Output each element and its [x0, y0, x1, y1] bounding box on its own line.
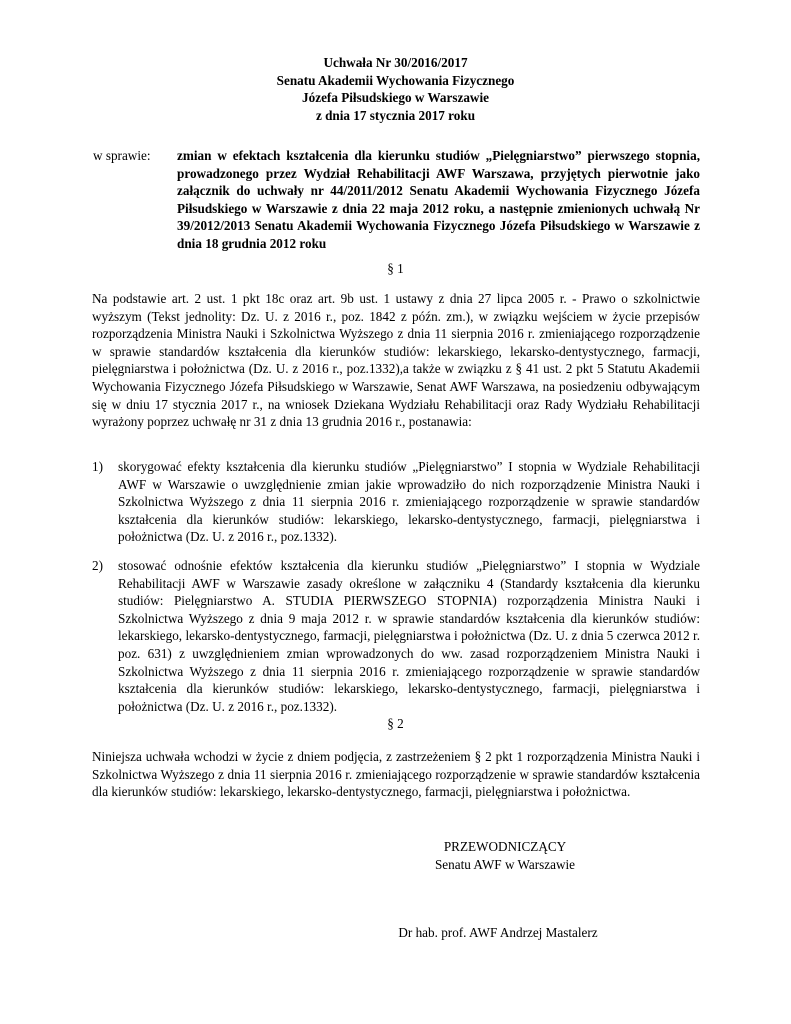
subject-text: zmian w efektach kształcenia dla kierunku studiów „Pielęgniarstwo” pierwszego stopnia, prowadzonego przez Wydział Rehabilitacji AWF Warszawa, przyjętych pierwotnie jako załącznik do uchwały nr 44/2011/2012 Senatu Akademii Wychowania Fizycznego Józefa Piłsudskiego w Warszawie z dnia 22 maja 2012 roku, a następnie zmienionych uchwałą Nr 39/2012/2013 Senatu Akademii Wychowania Fizycznego Józefa Piłsudskiego w Warszawie z dnia 18 grudnia 2012 roku	[177, 148, 700, 251]
section-1-intro: Na podstawie art. 2 ust. 1 pkt 18c oraz art. 9b ust. 1 ustawy z dnia 27 lipca 2005 r. - Prawo o szkolnictwie wyższym (Tekst jednolity: Dz. U. z 2016 r., poz. 1842 z późn. zm.), w związku wejściem w życie przepisów rozporządzenia Ministra Nauki i Szkolnictwa Wyższego z dnia 11 sierpnia 2016 r. zmieniającego rozporządzenie w sprawie standardów kształcenia dla kierunków studiów: lekarskiego, lekarsko-dentystycznego, farmacji, pielęgniarstwa i położnictwa (Dz. U. z 2016 r., poz.1332),a także w związku z § 41 ust. 2 pkt 5 Statutu Akademii Wychowania Fizycznego Józefa Piłsudskiego w Warszawie, Senat AWF Warszawa, na posiedzeniu odbywającym się w dniu 17 stycznia 2017 r., na wniosek Dziekana Wydziału Rehabilitacji oraz Rady Wydziału Rehabilitacji wyrażony poprzez uchwałę nr 31 z dnia 13 grudnia 2016 r., postanawia:	[92, 291, 700, 430]
section-2-mark: § 2	[387, 716, 404, 731]
title-line-date: z dnia 17 stycznia 2017 roku	[315, 107, 476, 123]
signature-role: PRZEWODNICZĄCY	[443, 839, 567, 854]
subject-block	[93, 147, 700, 253]
list-item-text: stosować odnośnie efektów kształcenia dla kierunku studiów „Pielęgniarstwo” I stopnia w Wydziale Rehabilitacji AWF w Warszawie zasady określone w załączniku 4 (Standardy kształcenia dla kierunku studiów: Pielęgniarstwo A. STUDIA PIERWSZEGO STOPNIA) rozporządzenia Ministra Nauki i Szkolnictwa Wyższego z dnia 9 maja 2012 r. w sprawie standardów kształcenia dla kierunków studiów: lekarskiego, lekarsko-dentystycznego, farmacji, pielęgniarstwa i położnictwa (Dz. U. z dnia 5 czerwca 2012 r. poz. 631) z uwzględnieniem zmian wprowadzonych do ww. zasad rozporządzeniem Ministra Nauki i Szkolnictwa Wyższego z dnia 11 sierpnia 2016 r. zmieniającego rozporządzenie w sprawie standardów kształcenia dla kierunków studiów: lekarskiego, lekarsko-dentystycznego, farmacji, pielęgniarstwa i położnictwa (Dz. U. z 2016 r., poz.1332).	[118, 558, 700, 714]
list-item-number: 2)	[92, 558, 103, 573]
subject-label: w sprawie:	[93, 148, 151, 163]
resolution-title	[0, 54, 791, 124]
list-item	[92, 557, 700, 715]
title-line-number: Uchwała Nr 30/2016/2017	[323, 55, 468, 70]
section-1-mark: § 1	[387, 261, 404, 276]
list-item-text: skorygować efekty kształcenia dla kierunku studiów „Pielęgniarstwo” I stopnia w Wydziale Rehabilitacji AWF w Warszawie o uwzględnienie zmian jakie wprowadziło do nich rozporządzenie Ministra Nauki i Szkolnictwa Wyższego z dnia 11 sierpnia 2016 r. zmieniającego rozporządzenie w sprawie standardów kształcenia dla kierunków studiów: lekarskiego, lekarsko-dentystycznego, farmacji, pielęgniarstwa i położnictwa (Dz. U. z 2016 r., poz.1332).	[118, 459, 700, 545]
list-item-number: 1)	[92, 459, 103, 474]
signature-body: Senatu AWF w Warszawie	[434, 857, 576, 872]
section-2-text: Niniejsza uchwała wchodzi w życie z dniem podjęcia, z zastrzeżeniem § 2 pkt 1 rozporządzenia Ministra Nauki i Szkolnictwa Wyższego z dnia 11 sierpnia 2016 r. zmieniającego rozporządzenie w sprawie standardów kształcenia dla kierunków studiów: lekarskiego, lekarsko-dentystycznego, farmacji, pielęgniarstwa i położnictwa.	[92, 749, 700, 800]
signature-name: Dr hab. prof. AWF Andrzej Mastalerz	[398, 925, 598, 940]
list-item	[92, 458, 700, 546]
title-line-senate: Senatu Akademii Wychowania Fizycznego	[276, 72, 515, 88]
title-line-patron: Józefa Piłsudskiego w Warszawie	[302, 90, 489, 106]
